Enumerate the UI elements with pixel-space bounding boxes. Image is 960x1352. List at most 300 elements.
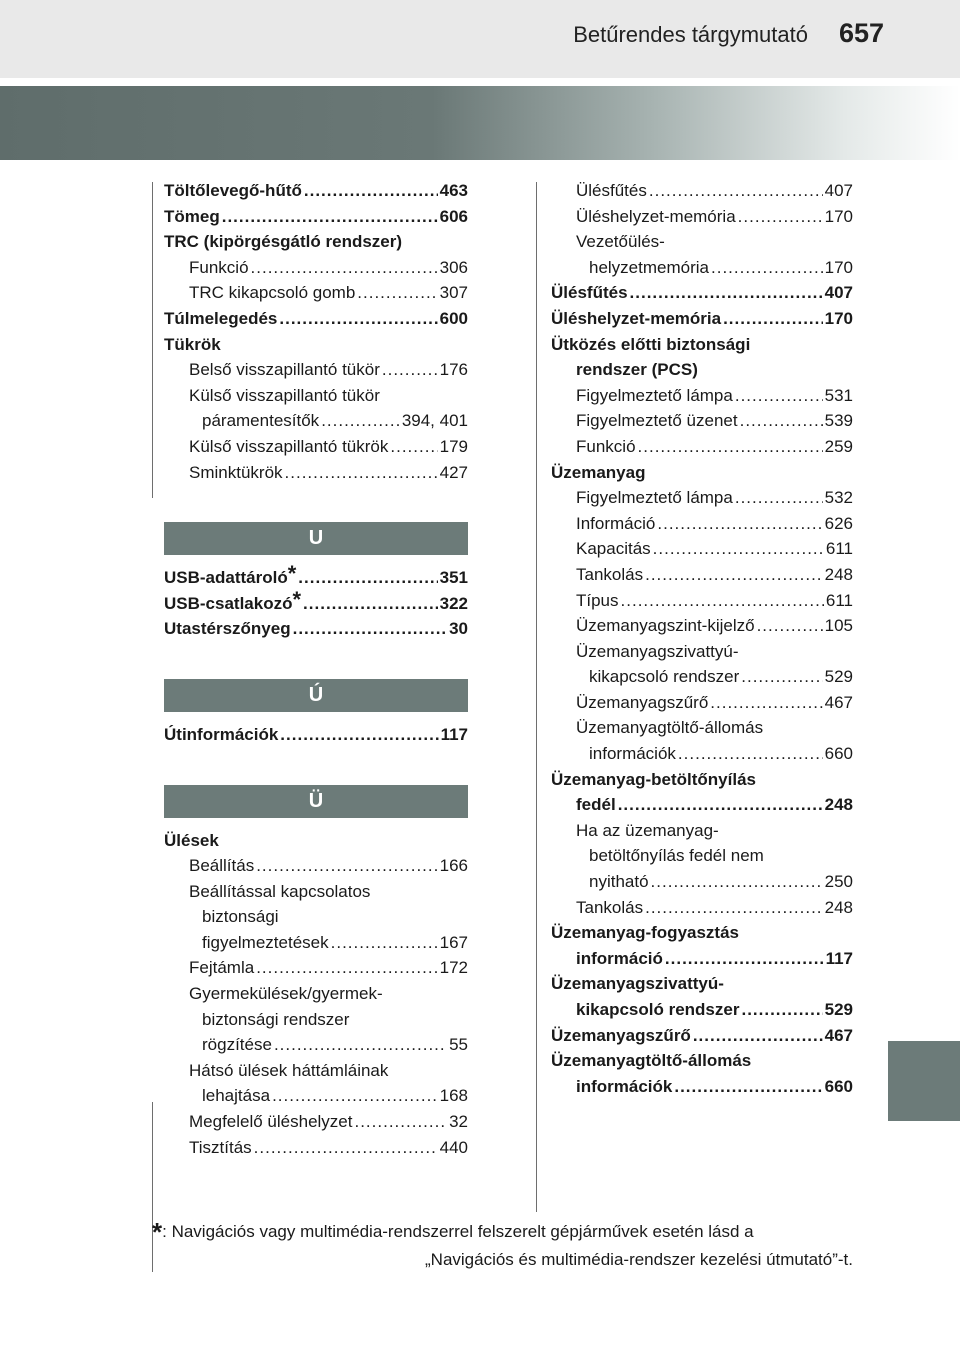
dot-leader <box>303 591 438 617</box>
dot-leader <box>256 955 437 981</box>
dot-leader <box>649 178 823 204</box>
index-entry <box>551 562 853 588</box>
dot-leader <box>222 204 438 230</box>
index-page-ref: 606 <box>439 206 468 226</box>
index-page-ref: 117 <box>825 948 853 968</box>
index-entry <box>164 255 468 281</box>
index-term <box>576 434 636 460</box>
index-term-text: Tömeg <box>164 206 220 226</box>
index-entry <box>164 280 468 306</box>
index-term <box>551 767 756 793</box>
index-term-text: biztonsági rendszer <box>202 1009 350 1029</box>
index-page-ref: 351 <box>439 568 468 588</box>
index-term-text: Tankolás <box>576 897 644 917</box>
index-entry <box>551 229 853 255</box>
index-term <box>202 408 319 434</box>
index-page-ref: 407 <box>824 283 853 303</box>
index-entry <box>551 690 853 716</box>
index-term-text: Üléshelyzet-memória <box>576 206 736 226</box>
index-page-ref: 248 <box>824 897 853 917</box>
index-entry <box>551 843 853 869</box>
index-entry <box>551 332 853 358</box>
header-title: Betűrendes tárgymutató <box>573 22 808 47</box>
section-letter-bar: Ú <box>164 679 468 712</box>
dot-leader <box>256 853 437 879</box>
index-term <box>551 971 724 997</box>
index-entry <box>164 204 468 230</box>
index-term-text: helyzetmemória <box>589 257 709 277</box>
index-entry <box>164 591 468 617</box>
index-term-text: rendszer (PCS) <box>576 360 698 380</box>
index-term-text: Ülések <box>164 830 219 850</box>
index-term <box>576 895 643 921</box>
index-term <box>164 229 402 255</box>
index-page-ref: 611 <box>825 539 853 559</box>
index-term <box>576 204 736 230</box>
index-term <box>576 1074 672 1100</box>
index-entry <box>551 536 853 562</box>
index-entry <box>164 306 468 332</box>
index-term-text: Figyelmeztető üzenet <box>576 411 738 431</box>
index-entry <box>164 930 468 956</box>
index-term <box>189 383 380 409</box>
index-term-text: Fejtámla <box>189 958 255 978</box>
index-entry <box>164 408 468 434</box>
dot-leader <box>390 434 437 460</box>
dot-leader <box>738 204 823 230</box>
index-entry <box>164 828 468 854</box>
header-banner <box>0 86 960 160</box>
section-letter-bar: U <box>164 522 468 555</box>
index-term <box>589 869 649 895</box>
index-page-ref: 660 <box>824 1076 853 1096</box>
footnote-text-1: : Navigációs vagy multimédia-rendszerrel felszerelt gépjárművek esetén lásd a <box>162 1222 754 1241</box>
index-page-ref: 467 <box>824 692 853 712</box>
index-term <box>164 722 278 748</box>
index-term <box>576 639 739 665</box>
index-page-ref: 172 <box>439 958 468 978</box>
index-page-ref: 30 <box>449 619 468 639</box>
index-term <box>551 306 721 332</box>
index-term <box>164 306 277 332</box>
dot-leader <box>321 408 400 434</box>
dot-leader <box>735 383 823 409</box>
index-entry <box>164 981 468 1007</box>
dot-leader <box>657 511 822 537</box>
index-term-text: Vezetőülés- <box>576 232 665 252</box>
index-term <box>551 460 645 486</box>
index-term <box>189 255 249 281</box>
dot-leader <box>298 565 437 591</box>
index-term-text: Belső visszapillantó tükör <box>189 360 380 380</box>
dot-leader <box>757 613 823 639</box>
index-term-text: Üzemanyag-fogyasztás <box>551 923 740 943</box>
index-entry <box>164 1109 468 1135</box>
index-term-text: Sminktükrök <box>189 462 283 482</box>
page-header <box>0 0 960 78</box>
index-entry <box>164 904 468 930</box>
index-page-ref: 179 <box>439 436 468 456</box>
index-page-ref: 440 <box>439 1137 468 1157</box>
index-entry <box>551 895 853 921</box>
index-entry <box>551 997 853 1023</box>
dot-leader <box>285 460 438 486</box>
section-spacer <box>164 712 468 722</box>
index-entry <box>551 357 853 383</box>
index-page-ref: 322 <box>439 593 468 613</box>
dot-leader <box>710 690 822 716</box>
index-entry <box>164 332 468 358</box>
index-page-ref: 170 <box>824 206 853 226</box>
index-term <box>189 1058 388 1084</box>
index-page-ref: 529 <box>824 667 853 687</box>
index-entry <box>551 383 853 409</box>
index-term <box>551 1048 751 1074</box>
index-page-ref: 306 <box>439 257 468 277</box>
index-term <box>589 664 739 690</box>
index-term-text: Figyelmeztető lámpa <box>576 488 733 508</box>
index-term <box>576 613 755 639</box>
index-term-text: figyelmeztetések <box>202 932 329 952</box>
index-term-text: Ülésfűtés <box>551 283 628 303</box>
dot-leader <box>279 306 437 332</box>
index-term <box>576 178 647 204</box>
index-entry <box>164 879 468 905</box>
dot-leader <box>740 408 823 434</box>
dot-leader <box>274 1032 447 1058</box>
dot-leader <box>357 280 437 306</box>
index-page-ref: 259 <box>824 436 853 456</box>
index-term-text: Külső visszapillantó tükrök <box>189 436 389 456</box>
index-term <box>576 690 708 716</box>
index-term <box>551 920 739 946</box>
index-page-ref: 117 <box>440 724 468 744</box>
index-term-text: Üzemanyag <box>551 462 646 482</box>
index-term-text: fedél <box>576 795 616 815</box>
dot-leader <box>293 616 447 642</box>
index-term <box>576 536 651 562</box>
index-term-text: Beállítással kapcsolatos <box>189 881 371 901</box>
index-term <box>189 853 254 879</box>
index-term-text: Üzemanyagszivattyú- <box>551 974 724 994</box>
index-term <box>576 818 719 844</box>
section-spacer <box>164 555 468 565</box>
dot-leader <box>272 1083 438 1109</box>
index-term <box>551 1023 691 1049</box>
index-term-text: Túlmelegedés <box>164 308 278 328</box>
index-term-text: Üzemanyagszűrő <box>576 692 709 712</box>
index-entry <box>551 818 853 844</box>
index-term <box>189 357 380 383</box>
index-term <box>576 511 655 537</box>
index-page-ref: 427 <box>439 462 468 482</box>
index-term-text: rögzítése <box>202 1035 272 1055</box>
column-rule-middle <box>536 182 537 1212</box>
index-page-ref: 407 <box>824 181 853 200</box>
index-term <box>202 1083 270 1109</box>
index-entry <box>164 853 468 879</box>
dot-leader <box>665 946 824 972</box>
index-term <box>576 562 643 588</box>
index-term-text: Funkció <box>576 436 636 456</box>
index-entry <box>551 511 853 537</box>
dot-leader <box>280 722 438 748</box>
dot-leader <box>645 895 823 921</box>
dot-leader <box>651 869 823 895</box>
dot-leader <box>618 792 823 818</box>
index-entry <box>164 434 468 460</box>
index-term-text: betöltőnyílás fedél nem <box>589 846 764 866</box>
section-spacer <box>164 818 468 828</box>
index-term <box>576 408 738 434</box>
section-letter-bar: Ü <box>164 785 468 818</box>
index-column-left <box>164 178 468 1160</box>
index-entry <box>551 920 853 946</box>
index-entry <box>164 1058 468 1084</box>
index-page-ref: 55 <box>449 1035 468 1055</box>
dot-leader <box>254 1135 438 1161</box>
index-term-text: Üzemanyagszivattyú- <box>576 641 739 661</box>
index-page-ref: 463 <box>439 181 468 200</box>
index-page-ref: 394, 401 <box>401 411 468 431</box>
index-term-text: információk <box>576 1076 673 1096</box>
index-term <box>164 332 221 358</box>
index-term-text: Külső visszapillantó tükör <box>189 385 380 405</box>
index-page-ref: 539 <box>824 411 853 431</box>
index-term <box>164 591 301 617</box>
dot-leader <box>354 1109 447 1135</box>
index-term-text: TRC (kipörgésgátló rendszer) <box>164 232 403 252</box>
dot-leader <box>304 178 438 204</box>
index-term-text: kikapcsoló rendszer <box>589 667 740 687</box>
index-term <box>189 1135 252 1161</box>
index-term-text: Információ <box>576 513 656 533</box>
index-term-text: Üzemanyagszint-kijelző <box>576 616 755 636</box>
index-term <box>576 946 663 972</box>
index-page-ref: 32 <box>449 1112 468 1132</box>
footnote-line-1 <box>152 1218 853 1246</box>
index-entry <box>551 1023 853 1049</box>
index-page-ref: 167 <box>439 932 468 952</box>
section-spacer <box>164 485 468 522</box>
dot-leader <box>741 997 822 1023</box>
dot-leader <box>638 434 823 460</box>
index-term <box>202 930 329 956</box>
index-entry <box>551 971 853 997</box>
index-entry <box>551 460 853 486</box>
index-term <box>576 229 665 255</box>
footnote <box>152 1218 853 1273</box>
index-term-text: USB-csatlakozó <box>164 593 293 613</box>
dot-leader <box>251 255 438 281</box>
index-entry <box>551 715 853 741</box>
dot-leader <box>382 357 438 383</box>
index-term-text: Üzemanyagtöltő-állomás <box>551 1051 752 1071</box>
index-term-text: Üzemanyagtöltő-állomás <box>576 718 764 738</box>
index-term <box>164 178 302 204</box>
index-page-ref: 532 <box>824 488 853 508</box>
index-term-text: Kapacitás <box>576 539 651 559</box>
index-term <box>189 981 383 1007</box>
index-page-ref: 660 <box>824 744 853 764</box>
index-term <box>189 280 355 306</box>
index-page-ref: 176 <box>439 360 468 380</box>
index-page-ref: 170 <box>824 308 853 328</box>
index-term-text: Ülésfűtés <box>576 181 647 200</box>
index-entry <box>164 955 468 981</box>
index-term-text: Hátsó ülések háttámláinak <box>189 1060 389 1080</box>
dot-leader <box>723 306 823 332</box>
dot-leader <box>645 562 823 588</box>
index-term <box>589 843 764 869</box>
index-term-text: kikapcsoló rendszer <box>576 1000 740 1019</box>
index-entry <box>551 741 853 767</box>
index-term-text: Üzemanyag-betöltőnyílás <box>551 769 756 789</box>
index-entry <box>164 178 468 204</box>
index-entry <box>551 1074 853 1100</box>
index-entry <box>164 616 468 642</box>
index-entry <box>164 357 468 383</box>
index-term-text: lehajtása <box>202 1086 271 1106</box>
index-entry <box>551 204 853 230</box>
footnote-marker: * <box>292 590 302 612</box>
index-term-text: páramentesítők <box>202 411 320 431</box>
index-entry <box>551 280 853 306</box>
dot-leader <box>621 588 824 614</box>
index-term <box>576 383 733 409</box>
index-term <box>189 434 388 460</box>
index-page-ref: 168 <box>439 1086 468 1106</box>
index-term-text: Típus <box>576 590 619 610</box>
index-term <box>589 741 676 767</box>
index-term-text: Figyelmeztető lámpa <box>576 385 733 405</box>
index-entry <box>551 434 853 460</box>
index-term-text: Útinformációk <box>164 724 279 744</box>
index-entry <box>164 1135 468 1161</box>
dot-leader <box>653 536 824 562</box>
index-term <box>164 828 219 854</box>
index-entry <box>551 792 853 818</box>
index-page-ref: 529 <box>824 1000 853 1019</box>
dot-leader <box>331 930 438 956</box>
index-term-text: Gyermekülések/gyermek- <box>189 984 383 1004</box>
dot-leader <box>735 485 823 511</box>
index-term-text: TRC kikapcsoló gomb <box>189 283 356 303</box>
index-page-ref: 248 <box>824 795 853 815</box>
index-page-ref: 166 <box>439 856 468 876</box>
index-term-text: Ha az üzemanyag- <box>576 820 719 840</box>
index-entry <box>164 1083 468 1109</box>
index-entry <box>164 565 468 591</box>
index-term <box>202 904 279 930</box>
page-number: 657 <box>838 18 884 48</box>
index-page-ref: 170 <box>824 257 853 277</box>
footnote-star: * <box>152 1217 163 1247</box>
index-term <box>576 357 698 383</box>
index-term-text: Utastérszőnyeg <box>164 619 291 639</box>
index-page-ref: 626 <box>824 513 853 533</box>
index-term <box>576 715 763 741</box>
dot-leader <box>678 741 823 767</box>
dot-leader <box>674 1074 822 1100</box>
index-entry <box>551 178 853 204</box>
footnote-line-2: „Navigációs és multimédia-rendszer kezelési útmutató”-t. <box>425 1250 853 1269</box>
index-term <box>551 280 628 306</box>
section-spacer <box>164 748 468 785</box>
dot-leader <box>630 280 823 306</box>
index-column-right <box>551 178 853 1099</box>
index-term-text: Tankolás <box>576 564 644 584</box>
index-entry <box>551 306 853 332</box>
index-entry <box>551 767 853 793</box>
index-term-text: USB-adattároló <box>164 568 288 588</box>
index-term-text: Tisztítás <box>189 1137 252 1157</box>
index-entry <box>164 722 468 748</box>
index-term <box>576 588 619 614</box>
index-term <box>589 255 709 281</box>
index-term-text: Ütközés előtti biztonsági <box>551 334 751 354</box>
index-entry <box>551 664 853 690</box>
index-term <box>551 332 750 358</box>
index-entry <box>551 946 853 972</box>
dot-leader <box>711 255 823 281</box>
index-page-ref: 250 <box>824 872 853 892</box>
index-entry <box>551 588 853 614</box>
index-term <box>576 485 733 511</box>
index-entry <box>551 639 853 665</box>
index-term <box>576 792 616 818</box>
chapter-tab <box>888 1041 960 1121</box>
index-entry <box>551 613 853 639</box>
index-entry <box>164 460 468 486</box>
footnote-marker: * <box>287 565 297 587</box>
index-entry <box>164 383 468 409</box>
index-term-text: Üléshelyzet-memória <box>551 308 722 328</box>
index-page-ref: 467 <box>824 1025 853 1045</box>
index-term <box>164 565 296 591</box>
index-term-text: Tükrök <box>164 334 221 354</box>
index-page-ref: 611 <box>825 590 853 610</box>
index-entry <box>164 1032 468 1058</box>
index-term <box>189 460 283 486</box>
index-term <box>189 1109 352 1135</box>
index-term <box>576 997 739 1023</box>
index-entry <box>551 869 853 895</box>
index-entry <box>551 485 853 511</box>
index-page-ref: 600 <box>439 308 468 328</box>
index-page-ref: 531 <box>824 385 853 405</box>
index-term-text: Töltőlevegő-hűtő <box>164 181 302 200</box>
section-spacer <box>164 642 468 679</box>
index-entry <box>551 408 853 434</box>
index-term-text: információk <box>589 744 676 764</box>
index-term <box>202 1007 349 1033</box>
index-term <box>164 204 220 230</box>
index-entry <box>551 1048 853 1074</box>
index-entry <box>551 255 853 281</box>
index-page-ref: 248 <box>824 564 853 584</box>
index-term-text: Funkció <box>189 257 249 277</box>
index-page-ref: 105 <box>824 616 853 636</box>
dot-leader <box>741 664 822 690</box>
index-term-text: Beállítás <box>189 856 255 876</box>
index-term-text: Megfelelő üléshelyzet <box>189 1112 353 1132</box>
index-entry <box>164 229 468 255</box>
index-entry <box>164 1007 468 1033</box>
index-term-text: nyitható <box>589 872 649 892</box>
index-page-ref: 307 <box>439 283 468 303</box>
index-term <box>189 955 254 981</box>
